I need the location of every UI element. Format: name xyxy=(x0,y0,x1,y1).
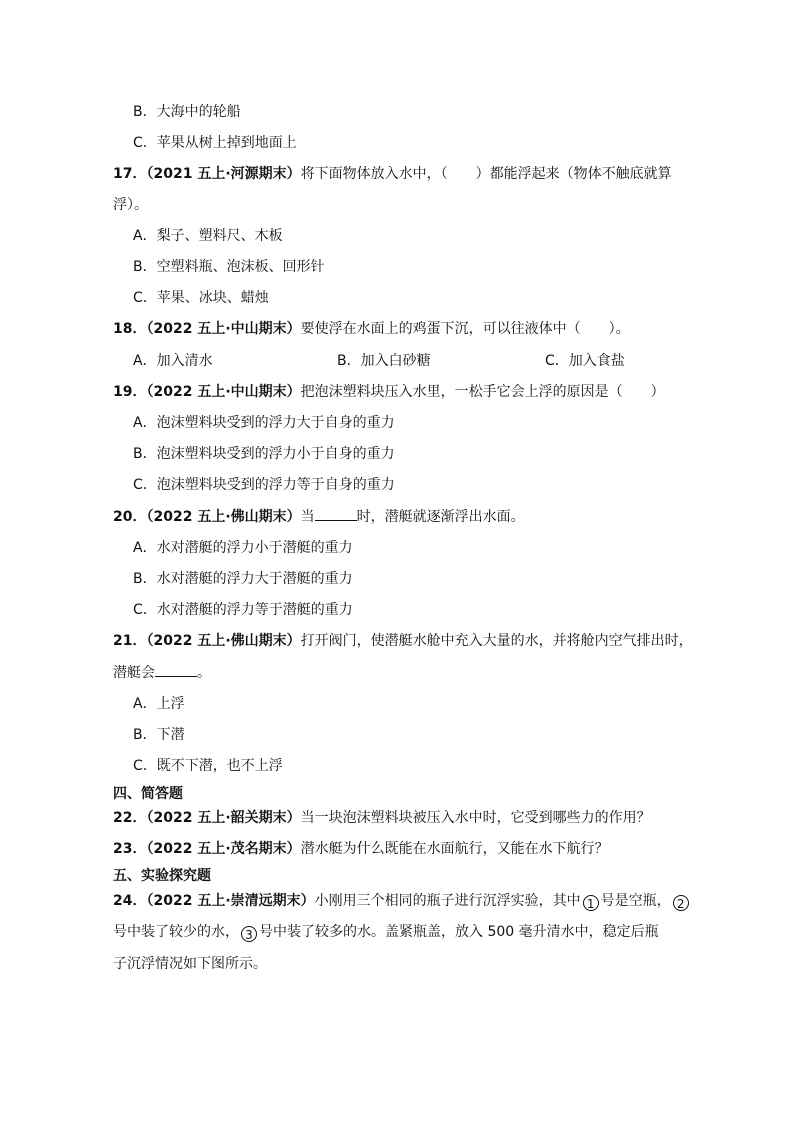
q20-stem xyxy=(113,508,525,526)
q20-source: （2022 五上·佛山期末） xyxy=(146,509,301,525)
section-heading-experiment: 五、实验探究题 xyxy=(113,868,211,884)
q19-stem xyxy=(113,383,665,401)
q21-stem-line2 xyxy=(113,664,211,682)
q22-source: （2022 五上·韶关期末） xyxy=(146,810,301,826)
q22-text: 当一块泡沫塑料块被压入水中时，它受到哪些力的作用？ xyxy=(300,810,651,826)
q23-number: 23． xyxy=(113,841,147,857)
q23-source: （2022 五上·茂名期末） xyxy=(146,841,301,857)
q24-text-c: 号中装了较少的水， xyxy=(113,924,239,940)
q21-option-a: A．上浮 xyxy=(133,696,185,712)
q24-text-b: 号是空瓶， xyxy=(600,893,671,909)
q22-number: 22． xyxy=(113,810,147,826)
q16-option-c: C．苹果从树上掉到地面上 xyxy=(133,135,297,151)
q17-text-a: 将下面物体放入水中，（ xyxy=(300,166,448,182)
q17-option-a: A．梨子、塑料尺、木板 xyxy=(133,228,283,244)
q19-source: （2022 五上·中山期末） xyxy=(146,384,301,400)
circled-number-3: 3 xyxy=(241,926,257,942)
q17-option-c: C．苹果、冰块、蜡烛 xyxy=(133,290,269,306)
q20-option-a: A．水对潜艇的浮力小于潜艇的重力 xyxy=(133,540,353,556)
q18-stem xyxy=(113,320,630,338)
q24-stem xyxy=(113,892,691,911)
q21-text-b: 潜艇会 xyxy=(113,665,155,681)
q18-number: 18． xyxy=(113,321,147,337)
q19-text-b: ） xyxy=(650,384,665,400)
q18-option-a: A．加入清水 xyxy=(133,353,213,369)
q23-text: 潜水艇为什么既能在水面航行，又能在水下航行？ xyxy=(300,841,609,857)
q24-stem-line2 xyxy=(113,923,659,942)
q21-text-c: 。 xyxy=(197,665,211,681)
q17-text-b: ）都能浮起来（物体不触底就算 xyxy=(475,166,672,182)
q21-number: 21． xyxy=(113,633,147,649)
q21-source: （2022 五上·佛山期末） xyxy=(146,633,301,649)
q20-option-c: C．水对潜艇的浮力等于潜艇的重力 xyxy=(133,602,353,618)
q18-source: （2022 五上·中山期末） xyxy=(146,321,301,337)
q17-stem xyxy=(113,165,672,183)
q17-number: 17． xyxy=(113,166,147,182)
q21-text-a: 打开阀门，使潜艇水舱中充入大量的水，并将舱内空气排出时， xyxy=(300,633,693,649)
q19-option-a: A．泡沫塑料块受到的浮力大于自身的重力 xyxy=(133,415,395,431)
q18-option-b: B．加入白砂糖 xyxy=(337,353,431,369)
q21-option-b: B．下潜 xyxy=(133,727,185,743)
answer-blank xyxy=(155,664,197,677)
answer-blank xyxy=(315,508,357,521)
q18-option-c: C．加入食盐 xyxy=(545,353,625,369)
q21-option-c: C．既不下潜，也不上浮 xyxy=(133,758,283,774)
q20-number: 20． xyxy=(113,509,147,525)
q20-option-b: B．水对潜艇的浮力大于潜艇的重力 xyxy=(133,571,353,587)
q24-source: （2022 五上·崇清远期末） xyxy=(146,893,315,909)
q20-text-b: 时，潜艇就逐渐浮出水面。 xyxy=(356,509,525,525)
q24-number: 24． xyxy=(113,893,147,909)
circled-number-1: 1 xyxy=(583,895,599,911)
q24-text-a: 小刚用三个相同的瓶子进行沉浮实验，其中 xyxy=(314,893,581,909)
circled-number-2: 2 xyxy=(673,895,689,911)
q19-number: 19． xyxy=(113,384,147,400)
q24-text-d: 号中装了较多的水。盖紧瓶盖，放入 500 毫升清水中，稳定后瓶 xyxy=(259,924,659,940)
q24-text-e: 子沉浮情况如下图所示。 xyxy=(113,956,267,972)
q23-stem xyxy=(113,840,609,858)
q17-text-c: 浮）。 xyxy=(113,197,148,213)
q16-option-b: B．大海中的轮船 xyxy=(133,104,241,120)
section-heading-short-answer: 四、简答题 xyxy=(113,786,183,802)
q20-text-a: 当 xyxy=(300,509,315,525)
q18-text-a: 要使浮在水面上的鸡蛋下沉，可以往液体中（ xyxy=(300,321,581,337)
q18-text-b: ）。 xyxy=(608,321,630,337)
q19-option-b: B．泡沫塑料块受到的浮力小于自身的重力 xyxy=(133,446,395,462)
q22-stem xyxy=(113,809,651,827)
q19-text-a: 把泡沫塑料块压入水里，一松手它会上浮的原因是（ xyxy=(300,384,623,400)
q19-option-c: C．泡沫塑料块受到的浮力等于自身的重力 xyxy=(133,477,395,493)
q21-stem xyxy=(113,632,693,650)
q17-source: （2021 五上·河源期末） xyxy=(146,166,301,182)
q17-option-b: B．空塑料瓶、泡沫板、回形针 xyxy=(133,259,325,275)
